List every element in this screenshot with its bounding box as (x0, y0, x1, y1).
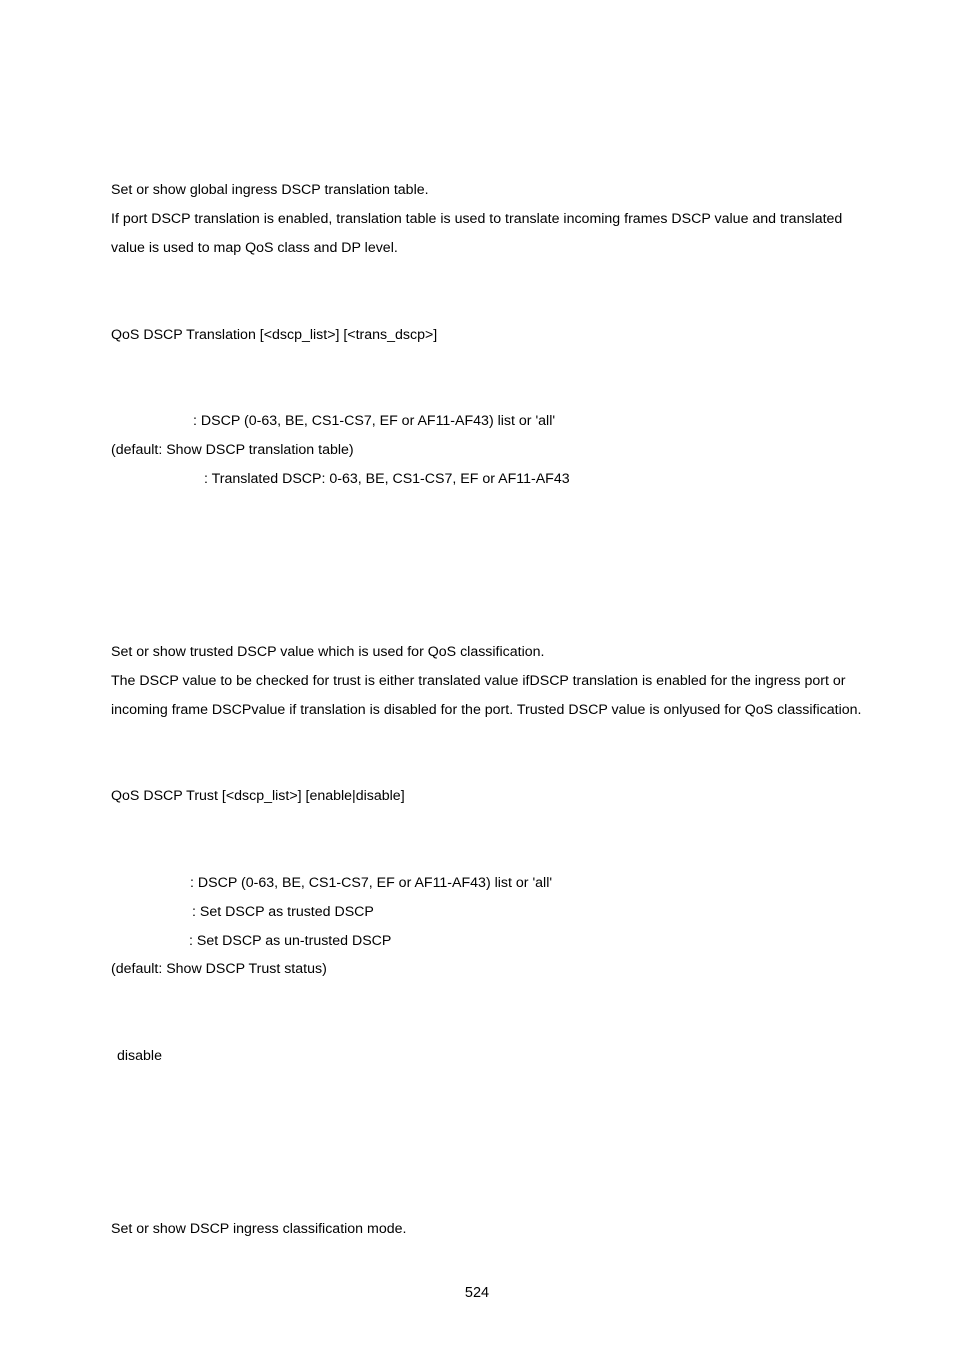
section2-default-value: disable (117, 1048, 162, 1064)
section2-description-line3: incoming frame DSCPvalue if translation is disabled for the port. Trusted DSCP value is onlyused for QoS classification. (111, 702, 862, 718)
section1-description-line3: value is used to map QoS class and DP level. (111, 240, 398, 256)
section1-description-line2: If port DSCP translation is enabled, translation table is used to translate incoming frames DSCP value and translated (111, 211, 843, 227)
section2-syntax: QoS DSCP Trust [<dscp_list>] [enable|disable] (111, 788, 405, 804)
section2-param-default: (default: Show DSCP Trust status) (111, 961, 327, 977)
section1-param-trans-dscp: : Translated DSCP: 0-63, BE, CS1-CS7, EF or AF11-AF43 (204, 471, 570, 487)
section2-param-enable: : Set DSCP as trusted DSCP (192, 904, 374, 920)
section1-param-dscp-list: : DSCP (0-63, BE, CS1-CS7, EF or AF11-AF43) list or 'all' (193, 413, 556, 429)
section2-param-disable: : Set DSCP as un-trusted DSCP (189, 933, 392, 949)
page-number: 524 (464, 1285, 490, 1301)
section1-param-default: (default: Show DSCP translation table) (111, 442, 354, 458)
section2-description-line1: Set or show trusted DSCP value which is used for QoS classification. (111, 644, 545, 660)
section2-description-line2: The DSCP value to be checked for trust is either translated value ifDSCP translation is enabled for the ingress port or (111, 673, 846, 689)
section3-description-line1: Set or show DSCP ingress classification mode. (111, 1221, 407, 1237)
section2-param-dscp-list: : DSCP (0-63, BE, CS1-CS7, EF or AF11-AF43) list or 'all' (190, 875, 553, 891)
section1-syntax: QoS DSCP Translation [<dscp_list>] [<trans_dscp>] (111, 327, 438, 343)
section1-description-line1: Set or show global ingress DSCP translation table. (111, 182, 429, 198)
